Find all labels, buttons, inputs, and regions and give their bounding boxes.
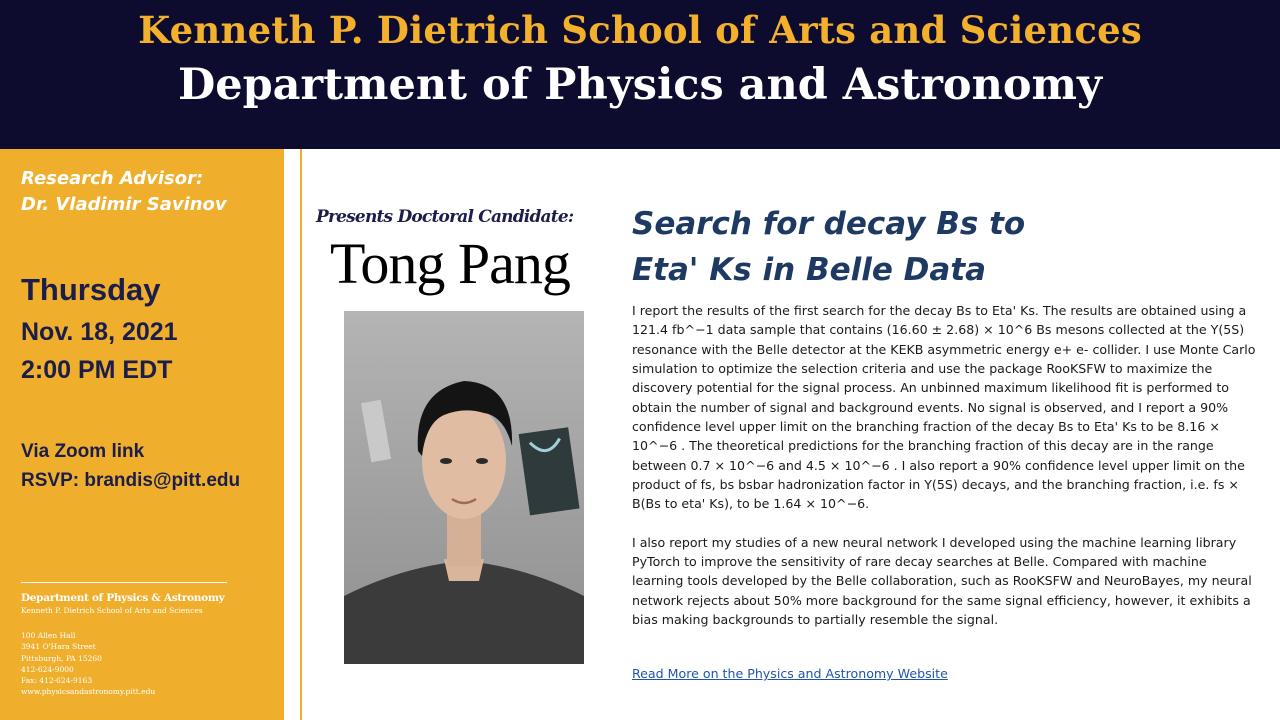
school-name: Kenneth P. Dietrich School of Arts and Sciences: [138, 8, 1142, 52]
advisor-name: Dr. Vladimir Savinov: [21, 194, 227, 215]
research-advisor: [21, 166, 276, 218]
abstract-paragraph: I also report my studies of a new neural network I developed using the machine learning library PyTorch to improve the sensitivity of rare decay searches at Belle. Compared with machine learning tools developed by the Belle collaboration, such as RooKSFW and NeuroBayes, my neural network rejects about 50% more background for the same signal efficiency, however, it exhibits a bias making backgrounds to partially resemble the signal.: [632, 534, 1252, 628]
event-sidebar: [0, 149, 284, 720]
presents-label: Presents Doctoral Candidate:: [316, 207, 574, 227]
event-time: 2:00 PM EDT: [21, 356, 173, 384]
address-line: 412-624-9000: [21, 664, 74, 674]
address-line: 3941 O'Hara Street: [21, 642, 96, 652]
talk-title: [632, 201, 1252, 293]
rsvp-line: [21, 470, 240, 492]
footer-divider: [21, 582, 227, 583]
talk-title-line: Search for decay Bs to: [632, 206, 1026, 242]
advisor-label: Research Advisor:: [21, 168, 204, 189]
address-line: 100 Allen Hall: [21, 631, 76, 640]
rsvp-email[interactable]: brandis@pitt.edu: [84, 470, 241, 491]
address-line: Fax: 412-624-9163: [21, 676, 93, 686]
address-line[interactable]: www.physicsandastronomy.pitt.edu: [21, 687, 156, 697]
portrait-illustration: [344, 311, 584, 664]
footer-department: Department of Physics & Astronomy: [21, 592, 225, 604]
footer-address: [21, 630, 155, 698]
vertical-divider: [300, 149, 302, 720]
candidate-photo: [344, 311, 584, 664]
zoom-note: Via Zoom link: [21, 441, 145, 462]
candidate-name: Tong Pang: [330, 231, 570, 296]
read-more-link[interactable]: Read More on the Physics and Astronomy Website: [632, 666, 948, 681]
event-date: Nov. 18, 2021: [21, 318, 178, 346]
page-header: [0, 0, 1280, 149]
abstract-paragraph: I report the results of the first search for the decay Bs to Eta' Ks. The results are obtained using a 121.4 fb^−1 data sample that contains (16.60 ± 2.68) × 10^6 Bs mesons collected at the Y(5S) resonance with the Belle detector at the KEKB asymmetric energy e+ e- collider. I use Monte Carlo simulation to optimize the selection criteria and use the package RooKSFW to maximize the discovery potential for the signal process. An unbinned maximum likelihood fit is performed to obtain the number of signal and background events. No signal is observed, and I report a 90% confidence level upper limit on the branching fraction of the decay Bs to Eta' Ks to be 8.16 × 10^−6 . The theoretical predictions for the branching fraction of this decay are in the range between 0.7 × 10^−6 and 4.5 × 10^−6 . I also report a 90% confidence level upper limit on the product of fs, bs bsbar hadronization factor in Y(5S) decays, and the branching fraction, i.e. fs × B(Bs to eta' Ks), to be 1.64 × 10^−6.: [632, 303, 1256, 512]
abstract: [632, 301, 1260, 630]
department-name: Department of Physics and Astronomy: [177, 60, 1103, 110]
talk-title-line: Eta' Ks in Belle Data: [632, 252, 987, 288]
footer-school: Kenneth P. Dietrich School of Arts and Sciences: [21, 606, 203, 615]
address-line: Pittsburgh, PA 15260: [21, 653, 102, 663]
event-day: Thursday: [21, 272, 161, 307]
rsvp-label: RSVP:: [21, 470, 80, 491]
